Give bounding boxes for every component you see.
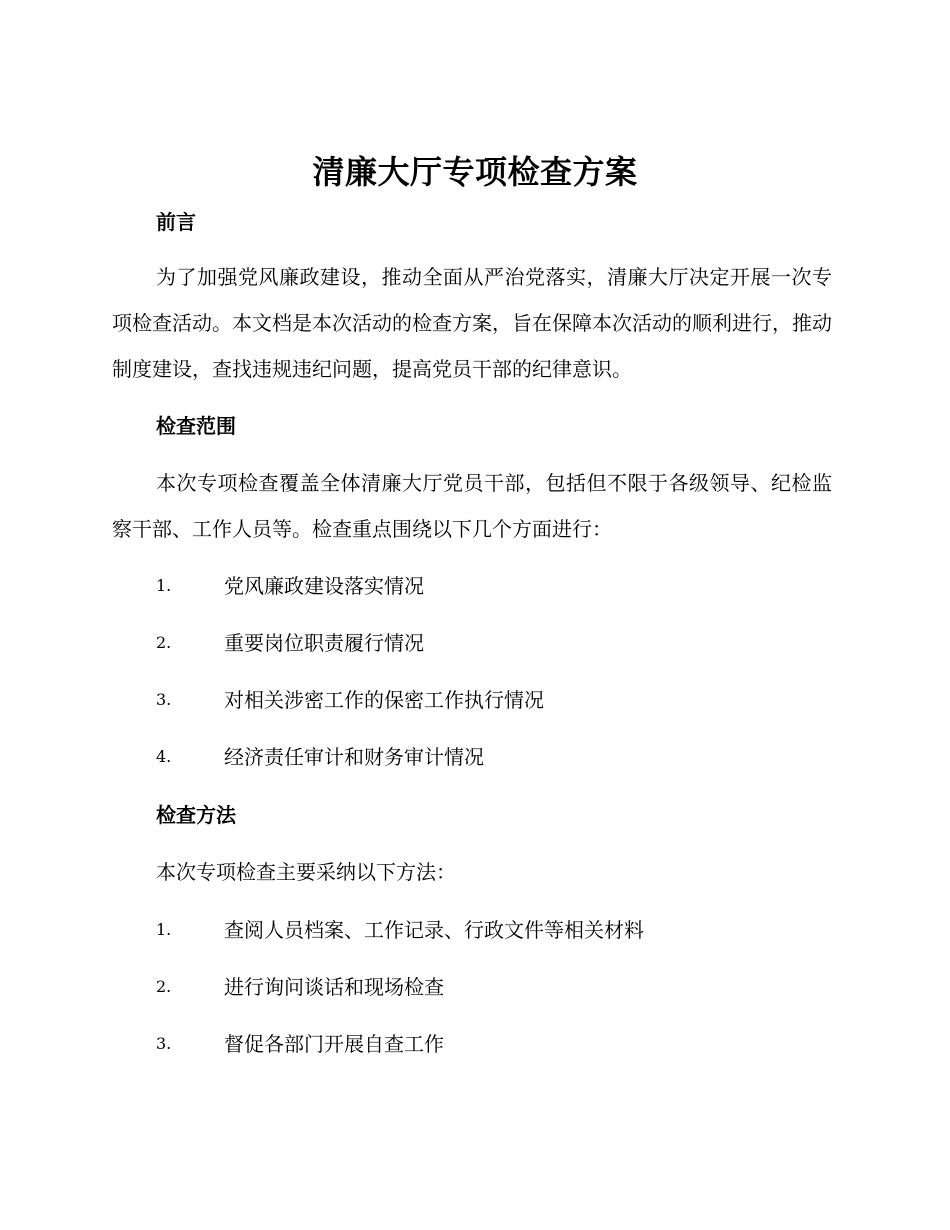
section-heading-method: 检查方法 xyxy=(156,803,236,827)
document-title: 清廉大厅专项检查方案 xyxy=(312,153,638,191)
list-number: 3. xyxy=(156,1034,172,1053)
preface-paragraph: 为了加强党风廉政建设，推动全面从严治党落实，清廉大厅决定开展一次专项检查活动。本文档是本次活动的检查方案，旨在保障本次活动的顺利进行，推动制度建设，查找违规违纪问题，提高党员干部的纪律意识。 xyxy=(112,265,832,381)
list-text: 进行询问谈话和现场检查 xyxy=(224,975,444,999)
list-number: 3. xyxy=(156,690,172,709)
list-item xyxy=(156,629,856,657)
list-number: 4. xyxy=(156,747,172,766)
list-item xyxy=(156,686,856,714)
list-text: 党风廉政建设落实情况 xyxy=(224,574,424,598)
list-item xyxy=(156,743,856,771)
list-item xyxy=(156,916,856,944)
scope-paragraph: 本次专项检查覆盖全体清廉大厅党员干部，包括但不限于各级领导、纪检监察干部、工作人员等。检查重点围绕以下几个方面进行： xyxy=(112,471,832,541)
list-number: 2. xyxy=(156,633,172,652)
list-item xyxy=(156,973,856,1001)
list-item xyxy=(156,1030,856,1058)
list-text: 重要岗位职责履行情况 xyxy=(224,631,424,655)
section-heading-scope: 检查范围 xyxy=(156,414,236,438)
list-text: 查阅人员档案、工作记录、行政文件等相关材料 xyxy=(224,918,644,942)
list-number: 1. xyxy=(156,576,172,595)
list-text: 对相关涉密工作的保密工作执行情况 xyxy=(224,688,544,712)
list-number: 2. xyxy=(156,977,172,996)
list-number: 1. xyxy=(156,920,172,939)
method-intro: 本次专项检查主要采纳以下方法： xyxy=(156,860,456,884)
section-heading-preface: 前言 xyxy=(156,210,196,234)
list-text: 经济责任审计和财务审计情况 xyxy=(224,745,484,769)
list-text: 督促各部门开展自查工作 xyxy=(224,1032,444,1056)
list-item xyxy=(156,572,856,600)
